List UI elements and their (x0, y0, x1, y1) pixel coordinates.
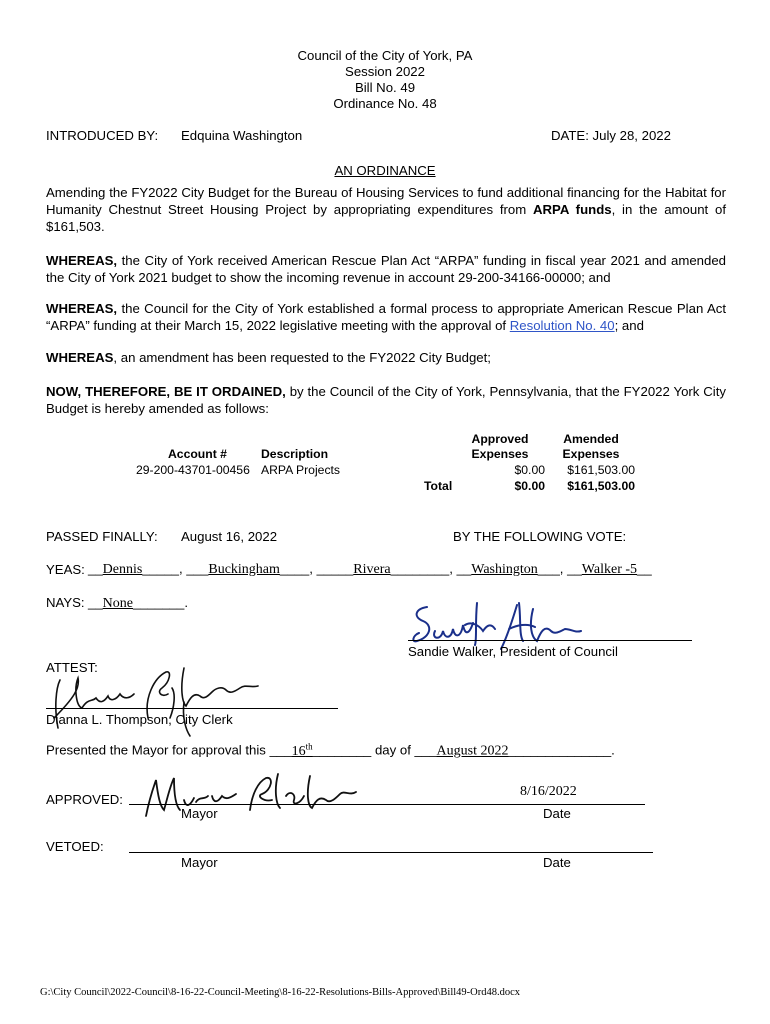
yea-walker: Walker -5 (581, 562, 638, 577)
yeas-list: __Dennis_____, ___Buckingham____, _____Rivera________, __Washington___, __Walker -5__ (88, 561, 652, 577)
purpose-paragraph (46, 184, 726, 235)
president-name: Sandie Walker, President of Council (408, 644, 618, 659)
introduced-date: DATE: July 28, 2022 (551, 128, 671, 143)
row-approved: $0.00 (514, 463, 545, 477)
whereas-keyword: WHEREAS, (46, 253, 118, 268)
whereas-paragraph-3 (46, 349, 726, 366)
arpa-funds-emphasis: ARPA funds (533, 202, 612, 217)
purpose-amount: , in the amount of $161,503. (46, 202, 726, 234)
row-account: 29-200-43701-00456 (136, 463, 250, 477)
whereas-keyword: WHEREAS (46, 350, 114, 365)
approved-header-2: Expenses (471, 447, 529, 461)
day-of-text: day of (374, 742, 411, 758)
introduced-by-label: INTRODUCED BY: (46, 128, 159, 143)
approved-signature-line (129, 804, 645, 805)
attest-label: ATTEST: (46, 660, 98, 675)
yea-buckingham: Buckingham (208, 562, 280, 577)
presented-day-suffix: th (305, 741, 313, 751)
yea-dennis: Dennis (102, 562, 143, 577)
approved-label: APPROVED: (46, 792, 123, 807)
yeas-label: YEAS: (46, 562, 85, 577)
whereas-text: the Council for the City of York established a formal process to appropriate American Rescue Plan Act “ARPA” funding at their March 15, 2022 legislative meeting with the approval of (46, 301, 726, 333)
purpose-text: Amending the FY2022 City Budget for the Bureau of Housing Services to fund additional financing for the Habitat for Humanity Chestnut Street Housing Project by appropriating expenditures from (46, 185, 726, 217)
ordained-text: by the Council of the City of York, Pennsylvania, that the FY2022 York City Budget is hereby amended as follows: (46, 384, 726, 416)
presented-day (291, 741, 313, 759)
vetoed-signature-line (129, 852, 653, 853)
introducer-name: Edquina Washington (181, 128, 303, 143)
approved-date: 8/16/2022 (520, 784, 577, 799)
vote-label: BY THE FOLLOWING VOTE: (453, 529, 627, 544)
row-amended: $161,503.00 (567, 463, 635, 477)
passed-finally-label: PASSED FINALLY: (46, 529, 158, 544)
clerk-signature-line (46, 708, 338, 709)
ordained-paragraph (46, 383, 726, 417)
file-path-footer: G:\City Council\2022-Council\8-16-22-Council-Meeting\8-16-22-Resolutions-Bills-Approved\Bill49-Ord48.docx (40, 987, 521, 998)
resolution-40-link[interactable]: Resolution No. 40 (509, 318, 615, 333)
whereas-text: , an amendment has been requested to the FY2022 City Budget; (113, 350, 491, 365)
session-heading: Session 2022 (345, 64, 425, 79)
ordained-keyword: NOW, THEREFORE, BE IT ORDAINED, (46, 384, 286, 399)
yea-washington: Washington (471, 562, 538, 577)
mayor-signature (140, 766, 365, 826)
mayor-label-veto: Mayor (181, 855, 218, 870)
nays-value: __None_______. (88, 595, 189, 611)
row-description: ARPA Projects (261, 463, 341, 477)
president-signature-line (408, 640, 692, 641)
nays-none: None (102, 596, 133, 611)
whereas-end: ; and (614, 318, 644, 333)
clerk-name: Dianna L. Thompson, City Clerk (46, 712, 233, 727)
bill-number: Bill No. 49 (354, 80, 416, 95)
ordinance-number: Ordinance No. 48 (333, 96, 437, 111)
description-header: Description (261, 447, 329, 461)
amended-header-2: Expenses (562, 447, 620, 461)
ordinance-title: AN ORDINANCE (334, 163, 436, 178)
total-amended: $161,503.00 (567, 479, 635, 493)
whereas-paragraph-1 (46, 252, 726, 286)
whereas-paragraph-2 (46, 300, 726, 334)
presented-text: Presented the Mayor for approval this (46, 742, 266, 758)
presented-line: Presented the Mayor for approval this ___16th________ day of ___August 2022______________. (46, 741, 615, 759)
passed-date: August 16, 2022 (181, 529, 278, 544)
vetoed-label: VETOED: (46, 839, 104, 854)
council-heading: Council of the City of York, PA (297, 48, 473, 63)
account-header: Account # (168, 447, 227, 461)
whereas-text: the City of York received American Rescue Plan Act “ARPA” funding in fiscal year 2021 and amended the City of York 2021 budget to show the incoming revenue in account 29-200-34166-00000; and (46, 253, 726, 285)
approved-header-1: Approved (471, 432, 529, 446)
date-label: Date (543, 806, 571, 821)
nays-label: NAYS: (46, 595, 85, 610)
yea-rivera: Rivera (353, 562, 391, 577)
date-label-veto: Date (543, 855, 571, 870)
total-approved: $0.00 (514, 479, 545, 493)
amended-header-1: Amended (563, 432, 619, 446)
total-label: Total (424, 479, 453, 493)
whereas-keyword: WHEREAS, (46, 301, 118, 316)
mayor-label: Mayor (181, 806, 218, 821)
presented-day-number: 16 (291, 743, 306, 759)
presented-month: August 2022 (436, 743, 509, 759)
